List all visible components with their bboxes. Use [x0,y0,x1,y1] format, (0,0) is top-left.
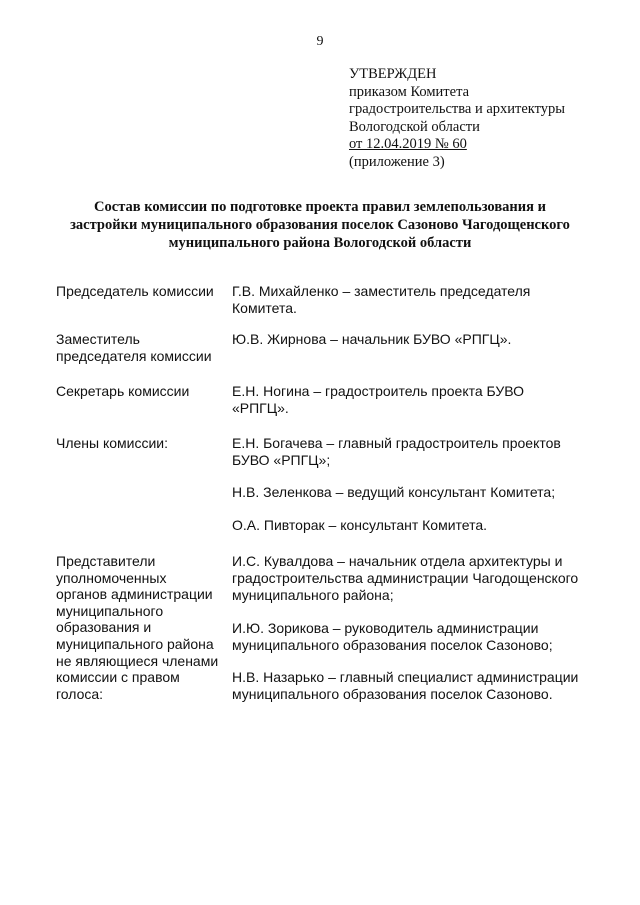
role-label [56,435,221,452]
member-line: О.А. Пивторак – консультант Комитета. [232,516,488,533]
approval-heading: УТВЕРЖДЕН [349,66,437,82]
member-list [232,435,592,534]
member-list [232,553,592,703]
member-entry [232,484,592,501]
role-label [56,331,221,364]
member-line: «РПГЦ». [232,400,289,417]
approval-stamp [349,66,565,171]
role-line: Председатель комиссии [56,283,214,299]
role-line: Члены комиссии: [56,435,169,451]
approval-order-date: от 12.04.2019 № 60 [349,136,467,152]
member-line: Е.Н. Ногина – градостроитель проекта БУВО [232,383,525,399]
approval-line: приказом Комитета [349,83,470,100]
member-line: Ю.В. Жирнова – начальник БУВО «РПГЦ». [232,331,512,347]
role-line: Представители [56,553,156,569]
role-line: председателя комиссии [56,347,212,364]
member-list [232,283,592,317]
role-line: органов администрации [56,586,213,603]
member-entry [232,620,592,654]
member-line: Комитета. [232,300,297,317]
member-entry [232,669,592,703]
member-line: градостроительства администрации Чагодощенского [232,570,579,587]
member-entry [232,283,592,317]
member-line: БУВО «РПГЦ»; [232,452,331,469]
approval-line: градостроительства и архитектуры [349,101,566,117]
member-line: Н.В. Назарько – главный специалист администрации [232,669,579,686]
member-entry [232,517,592,534]
member-entry [232,383,592,417]
member-line: муниципального образования поселок Сазоново. [232,686,553,703]
member-entry [232,331,592,348]
member-line: Н.В. Зеленкова – ведущий консультант Комитета; [232,484,556,501]
member-entry [232,435,592,469]
member-list [232,331,592,348]
member-line: муниципального образования поселок Сазоново; [232,636,553,653]
role-line: голоса: [56,685,104,702]
member-entry [232,553,592,605]
approval-line: Вологодской области [349,118,480,135]
member-line: Е.Н. Богачева – главный градостроитель проектов [232,435,561,451]
approval-attachment: (приложение 3) [349,153,445,170]
role-line: не являющиеся членами [56,652,219,669]
role-line: муниципального [56,602,164,619]
member-line: муниципального района; [232,587,394,604]
role-label [56,283,221,300]
document-title [40,198,600,252]
title-line: муниципального района Вологодской области [168,235,472,251]
role-line: муниципального района [56,635,214,652]
role-line: уполномоченных [56,569,167,586]
title-line: застройки муниципального образования поселок Сазоново Чагодощенского [70,217,570,233]
member-line: И.С. Кувалдова – начальник отдела архитектуры и [232,553,563,569]
member-line: И.Ю. Зорикова – руководитель администрации [232,619,539,636]
role-label [56,383,221,400]
role-line: Заместитель [56,331,140,347]
page-number: 9 [316,34,324,49]
title-line: Состав комиссии по подготовке проекта правил землепользования и [94,199,546,215]
member-line: Г.В. Михайленко – заместитель председателя [232,283,531,299]
role-label [56,553,221,702]
role-line: комиссии с правом [56,669,180,686]
member-list [232,383,592,417]
role-line: Секретарь комиссии [56,383,190,399]
role-line: образования и [56,619,152,636]
